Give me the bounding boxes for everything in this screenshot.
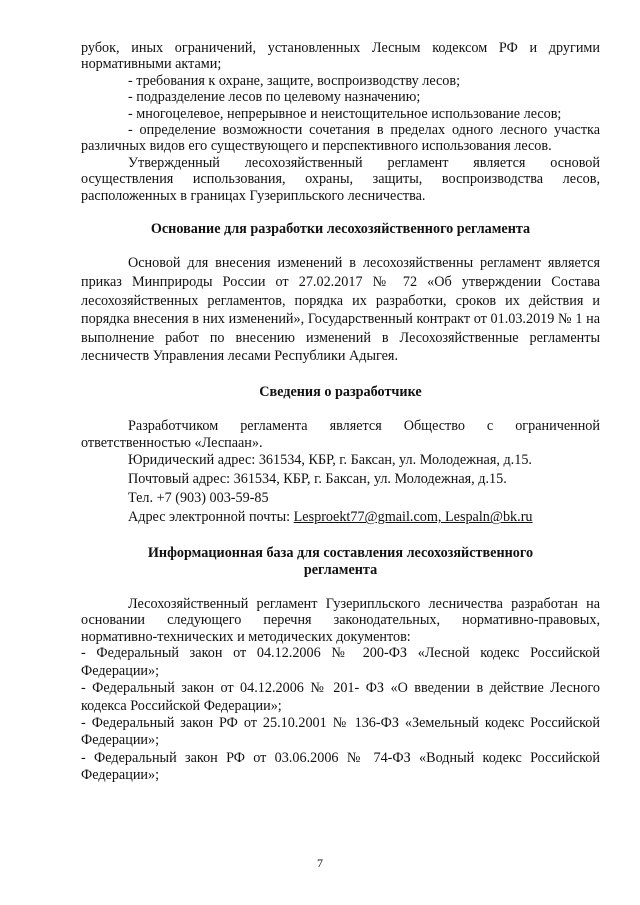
heading-developer: Сведения о разработчике (259, 384, 422, 401)
list-item: - Федеральный закон от 04.12.2006 № 200-ФЗ «Лесной кодекс Российской Федерации»; (81, 645, 600, 679)
list-item: - Федеральный закон РФ от 03.06.2006 № 74-ФЗ «Водный кодекс Российской Федерации»; (81, 749, 600, 784)
developer-email-line (81, 508, 600, 527)
list-item: - требования к охране, защите, воспроизводству лесов; (128, 72, 461, 89)
list-item: - подразделение лесов по целевому назначению; (128, 89, 421, 106)
paragraph-info-base: Лесохозяйственный регламент Гузерипльского лесничества разработан на основании следующего перечня законодательных, нормативно-правовых, нормативно-технических и методических документов: (81, 596, 600, 645)
page-number: 7 (317, 856, 323, 870)
heading-info-base (81, 545, 600, 578)
list-item: - определение возможности сочетания в пределах одного лесного участка различных видов его существующего и перспективного использования лесов. (81, 122, 600, 155)
heading-info-base-line1: Информационная база для составления лесохозяйственного (147, 545, 534, 562)
heading-info-base-line2: регламента (303, 561, 378, 578)
developer-email-link[interactable]: Lesproekt77@gmail.com, Lespaln@bk.ru (293, 509, 533, 526)
paragraph-developer: Разработчиком регламента является Общество с ограниченной ответственностью «Леспаан». (81, 418, 600, 451)
list-item: - Федеральный закон РФ от 25.10.2001 № 136-ФЗ «Земельный кодекс Российской Федерации»; (81, 714, 600, 749)
paragraph-approved-regulation: Утвержденный лесохозяйственный регламент является основой осуществления использования, охраны, защиты, воспроизводства лесов, расположенных в границах Гузерипльского лесничества. (81, 154, 600, 204)
paragraph-continuation: рубок, иных ограничений, установленных Лесным кодексом РФ и другими нормативными актами; (81, 40, 600, 73)
developer-postal-address: Почтовый адрес: 361534, КБР, г. Баксан, ул. Молодежная, д.15. (128, 471, 507, 488)
heading-basis: Основание для разработки лесохозяйственного регламента (150, 221, 531, 238)
list-item: - Федеральный закон от 04.12.2006 № 201- ФЗ «О введении в действие Лесного кодекса Российской Федерации»; (81, 680, 600, 714)
developer-legal-address: Юридический адрес: 361534, КБР, г. Баксан, ул. Молодежная, д.15. (128, 452, 532, 469)
developer-email-label: Адрес электронной почты: (128, 509, 294, 526)
paragraph-basis: Основой для внесения изменений в лесохозяйственны регламент является приказ Минприроды России от 27.02.2017 № 72 «Об утверждении Состава лесохозяйственных регламентов, порядка их разработки, сроков их действия и порядка внесения в них изменений», Государственный контракт от 01.03.2019 № 1 на выполнение работ по внесению изменений в Лесохозяйственные регламенты лесничеств Управления лесами Республики Адыгея. (81, 255, 600, 365)
developer-phone: Тел. +7 (903) 003-59-85 (128, 490, 269, 507)
list-item: - многоцелевое, непрерывное и неистощительное использование лесов; (128, 105, 562, 122)
